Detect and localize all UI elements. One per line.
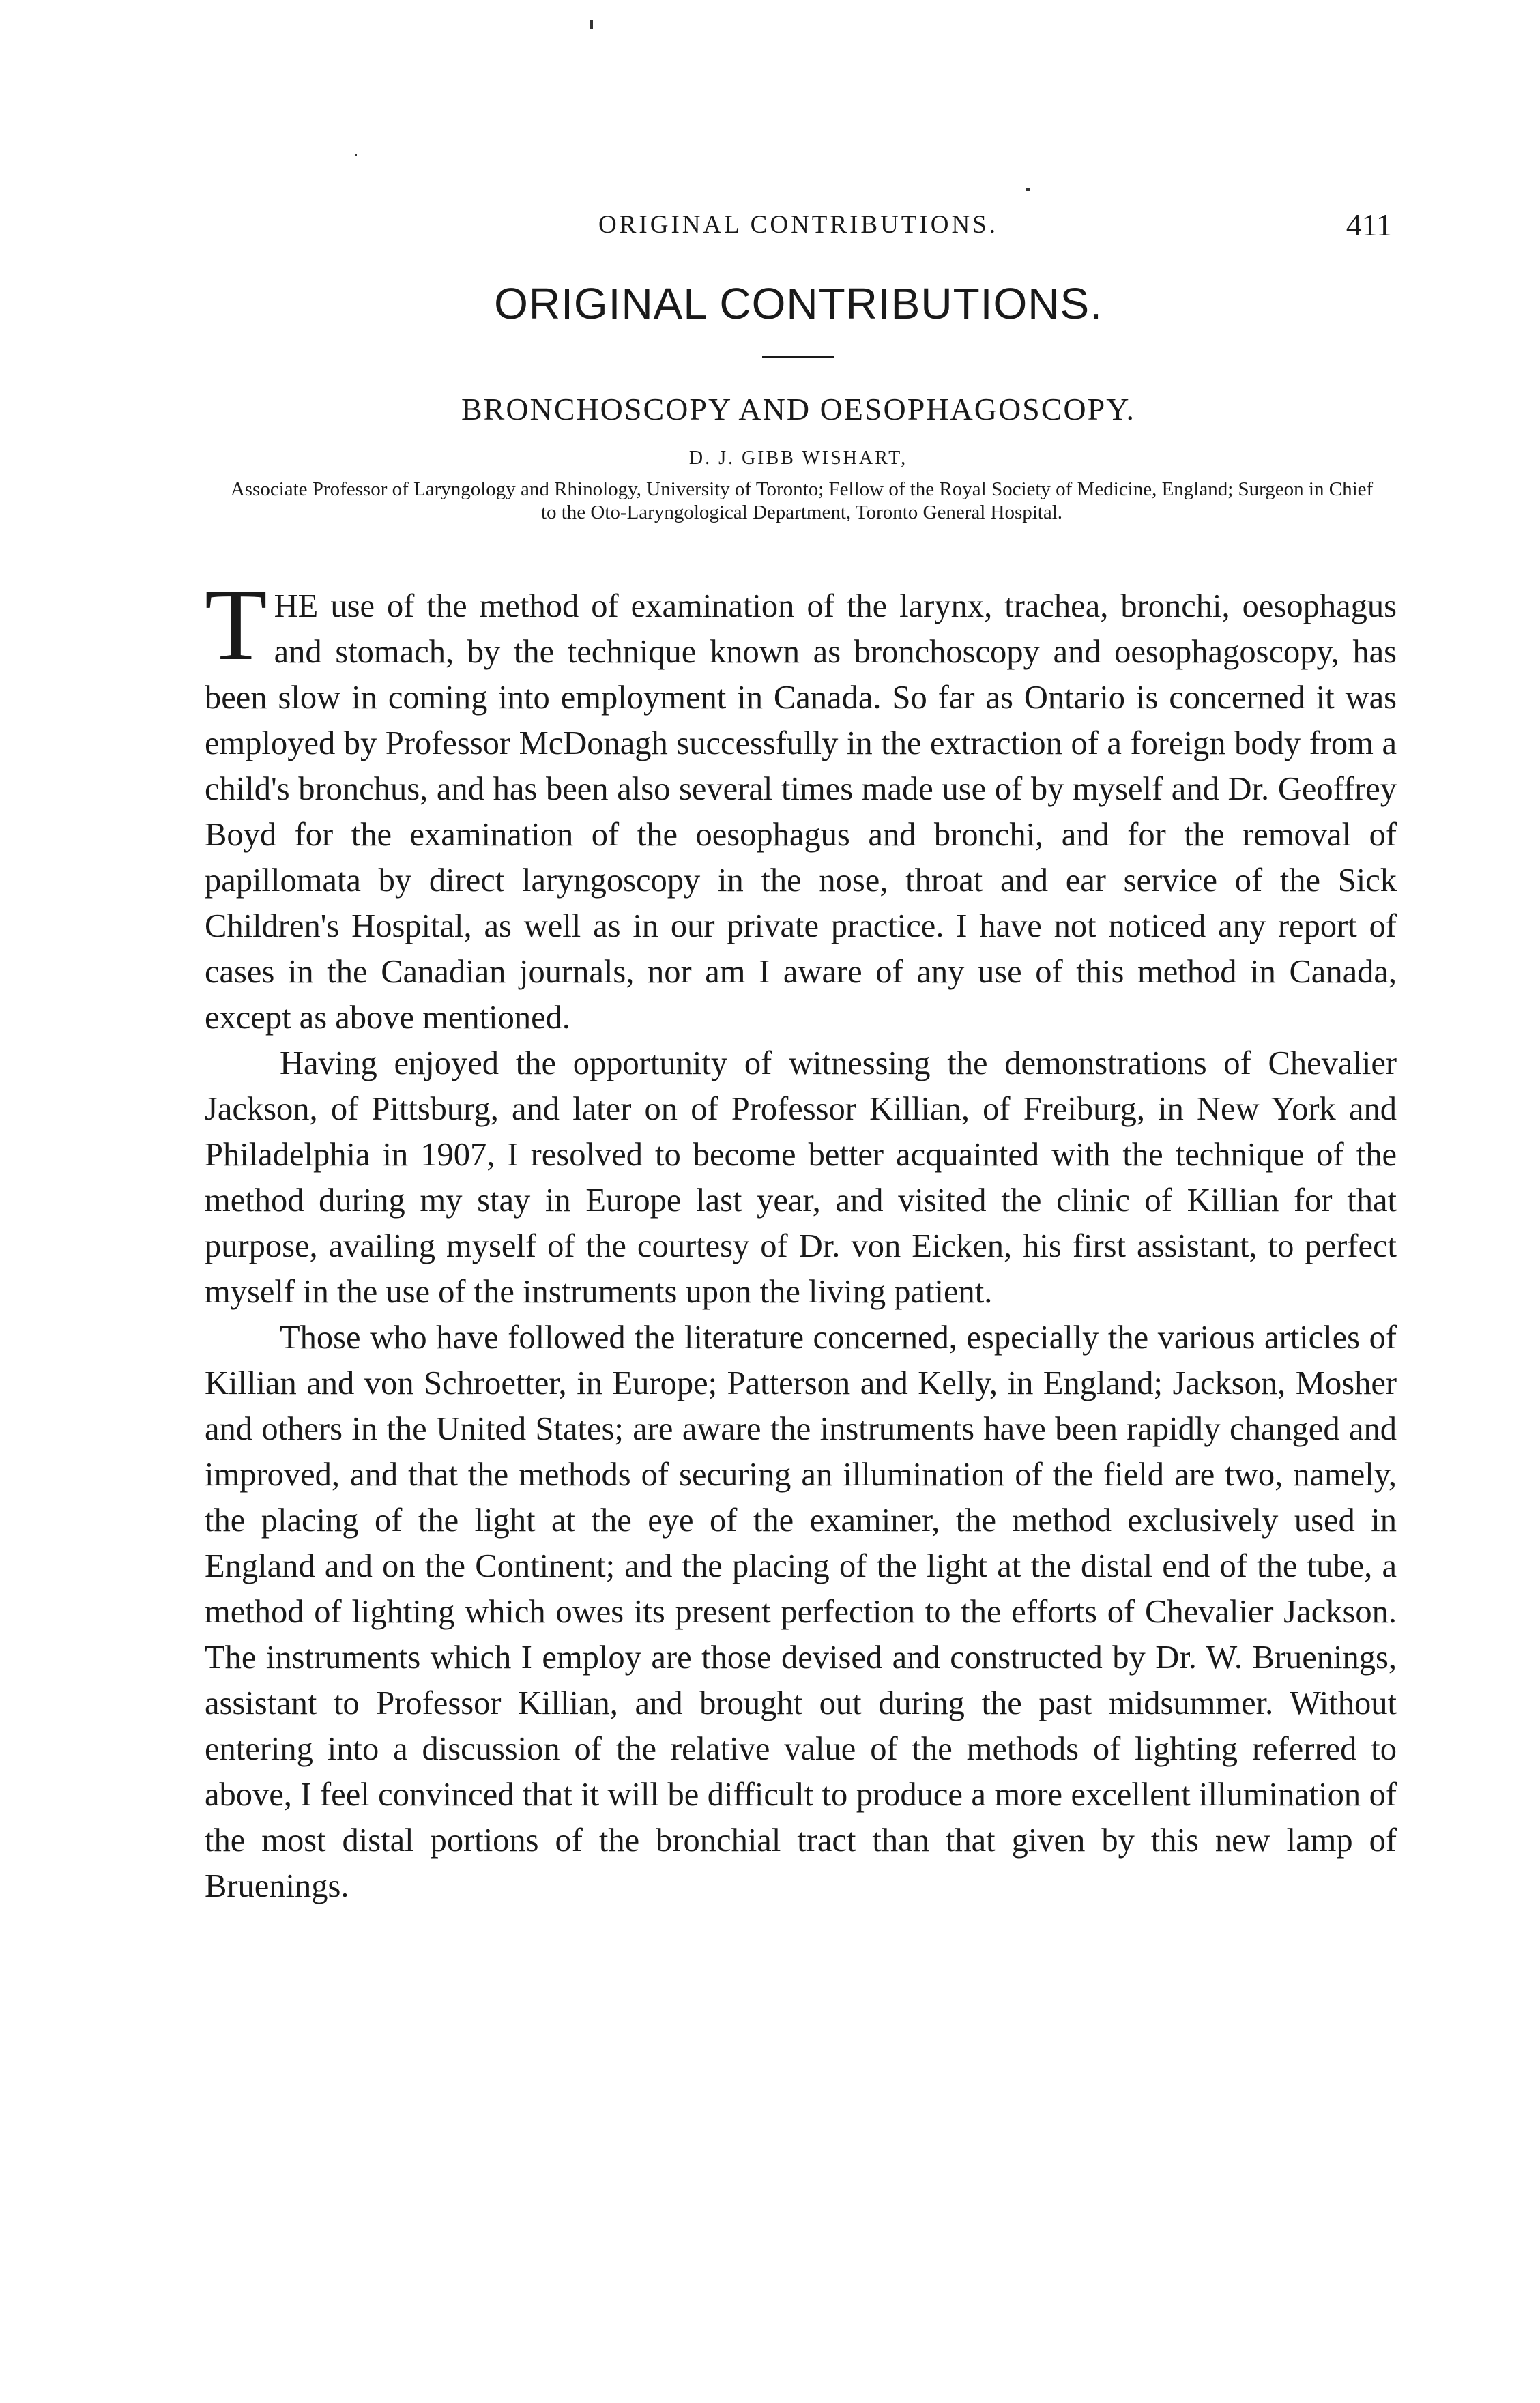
section-title: ORIGINAL CONTRIBUTIONS.	[494, 279, 1103, 328]
author-name: D. J. GIBB WISHART,	[688, 448, 908, 469]
running-head-title: ORIGINAL CONTRIBUTIONS.	[598, 211, 998, 239]
paragraph-1	[205, 568, 1397, 1040]
running-head	[205, 205, 1392, 246]
paragraph-3: Those who have followed the literature concerned, especially the various articles of Killian and von Schroetter, in Europe; Patterson and Kelly, in England; Jackson, Mosher and others in the United States; are aware the instruments have been rapidly changed and improved, and that the methods of securing an illumination of the field are two, namely, the placing of the light at the eye of the examiner, the method exclusively used in England and on the Continent; and the placing of the light at the distal end of the tube, a method of lighting which owes its present perfection to the efforts of Chevalier Jackson. The instruments which I employ are those devised and constructed by Dr. W. Bruenings, assistant to Professor Killian, and brought out during the past midsummer. Without entering into a discussion of the relative value of the methods of lighting referred to above, I feel convinced that it will be difficult to produce a more excellent illumination of the most distal portions of the bronchial tract than that given by this new lamp of Bruenings.	[205, 1320, 1397, 1904]
article-body	[205, 568, 1397, 1909]
drop-cap: T	[205, 568, 267, 682]
paragraph-1-text: HE use of the method of examination of the larynx, trachea, bronchi, oesophagus and stomach, by the technique known as bronchoscopy and oesophagoscopy, has been slow in coming into employment in Canada. So far as Ontario is concerned it was employed by Professor McDonagh successfully in the extraction of a foreign body from a child's bronchus, and has been also several times made use of by myself and Dr. Geoffrey Boyd for the examination of the oesophagus and bronchi, and for the removal of papillomata by direct laryngoscopy in the nose, throat and ear service of the Sick Children's Hospital, as well as in our private practice. I have not noticed any report of cases in the Canadian journals, nor am I aware of any use of this method in Canada, except as above mentioned.	[205, 588, 1397, 1036]
print-speck	[590, 20, 593, 29]
article-title: BRONCHOSCOPY AND OESOPHAGOSCOPY.	[461, 392, 1136, 426]
author-affiliation: Associate Professor of Laryngology and Rhinology, University of Toronto; Fellow of the Royal Society of Medicine, England; Surgeon in Chief to the Oto-Laryngological Department, Toronto General Hospital.	[230, 478, 1374, 523]
print-speck	[1026, 188, 1030, 191]
title-divider	[762, 356, 834, 358]
paragraph-2: Having enjoyed the opportunity of witnessing the demonstrations of Chevalier Jackson, of Pittsburg, and later on of Professor Killian, of Freiburg, in New York and Philadelphia in 1907, I resolved to become better acquainted with the technique of the method during my stay in Europe last year, and visited the clinic of Killian for that purpose, availing myself of the courtesy of Dr. von Eicken, his first assistant, to perfect myself in the use of the instruments upon the living patient.	[205, 1045, 1397, 1310]
page-number: 411	[1346, 207, 1392, 242]
print-speck	[355, 154, 357, 156]
